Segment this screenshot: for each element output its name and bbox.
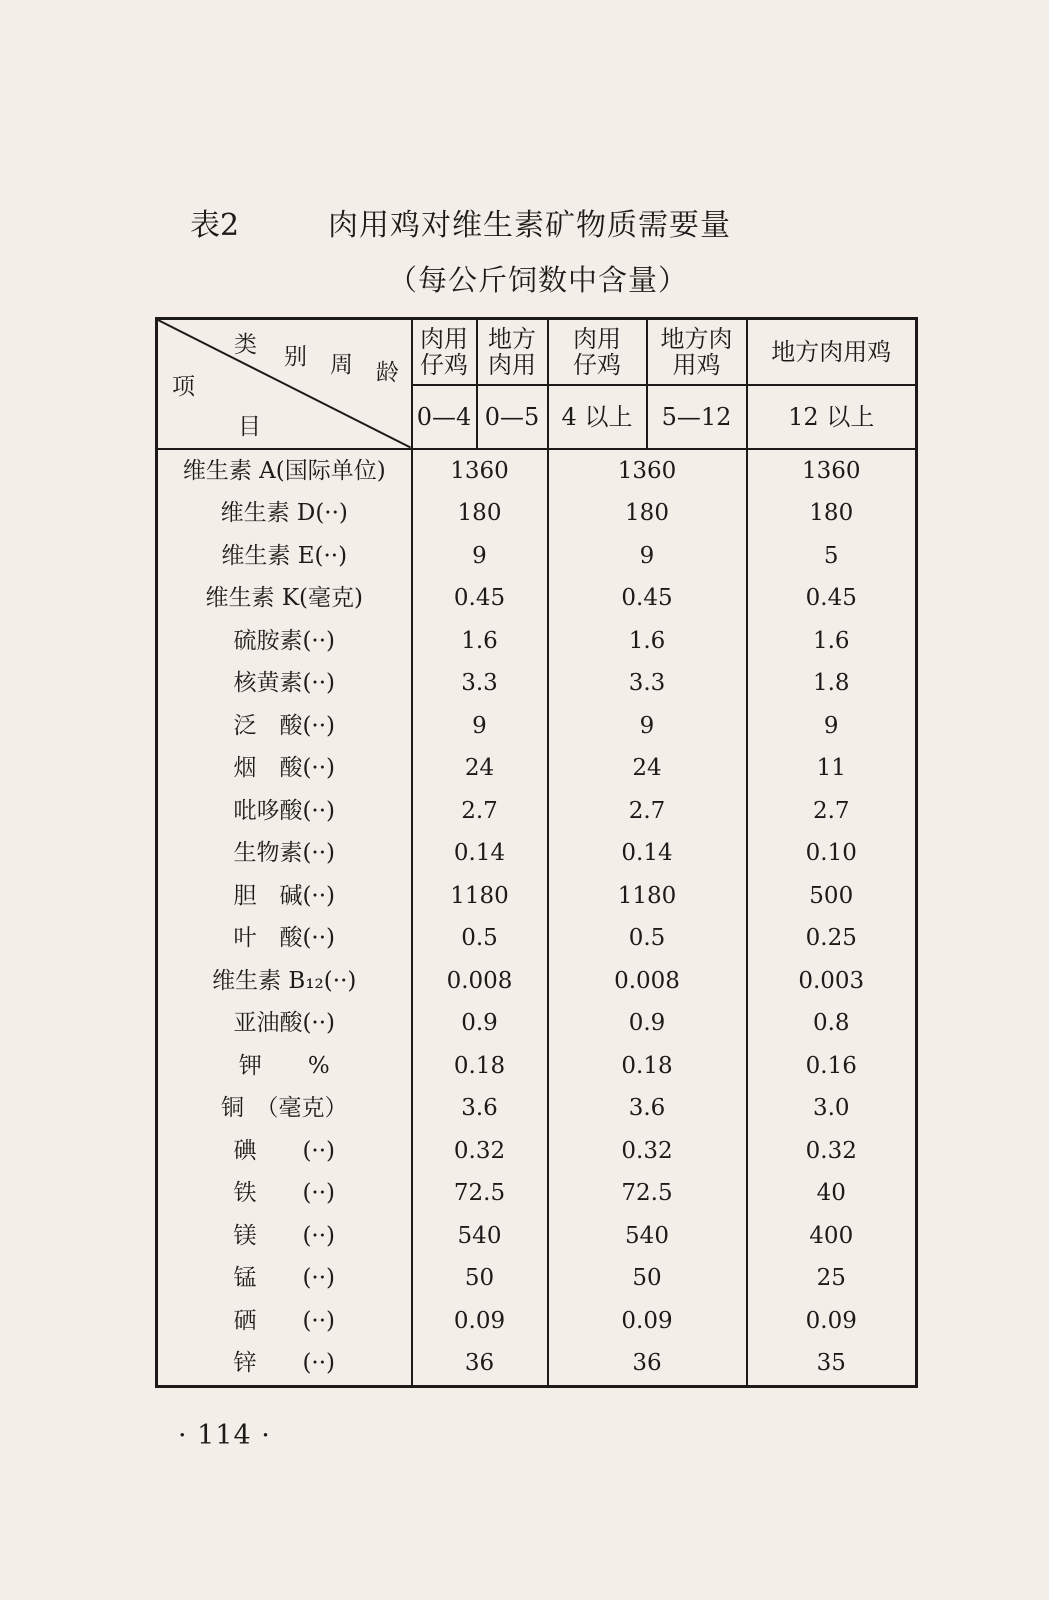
row-item-label: 硫胺素(··)	[157, 620, 412, 663]
row-value-broiler-chick: 0.14	[412, 832, 548, 875]
row-value-broiler-chick: 24	[412, 747, 548, 790]
row-value-broiler-older: 3.6	[548, 1087, 747, 1130]
row-item-label: 锌 (··)	[157, 1342, 412, 1386]
table-label: 表2	[190, 208, 240, 243]
row-value-broiler-chick: 0.32	[412, 1130, 548, 1173]
col-age-4: 5—12	[647, 385, 747, 449]
table-row	[157, 620, 917, 663]
corner-item-char-1: 项	[172, 374, 195, 400]
table-row	[157, 1172, 917, 1215]
table-row	[157, 535, 917, 578]
row-value-local-broiler: 9	[747, 705, 917, 748]
table-row	[157, 960, 917, 1003]
row-value-broiler-older: 1180	[548, 875, 747, 918]
row-item-label: 铜 （毫克）	[157, 1087, 412, 1130]
row-value-broiler-chick: 0.9	[412, 1002, 548, 1045]
row-item-label: 锰 (··)	[157, 1257, 412, 1300]
table-row	[157, 1342, 917, 1386]
row-item-label: 吡哆酸(··)	[157, 790, 412, 833]
table-row	[157, 747, 917, 790]
row-value-local-broiler: 0.8	[747, 1002, 917, 1045]
row-value-broiler-chick: 1.6	[412, 620, 548, 663]
row-value-local-broiler: 35	[747, 1342, 917, 1386]
row-item-label: 亚油酸(··)	[157, 1002, 412, 1045]
row-value-broiler-older: 540	[548, 1215, 747, 1258]
row-value-broiler-chick: 0.5	[412, 917, 548, 960]
col-group-1: 肉用仔鸡	[412, 319, 477, 385]
corner-diagonal-line	[158, 320, 411, 448]
row-item-label: 烟 酸(··)	[157, 747, 412, 790]
table-row	[157, 1087, 917, 1130]
row-value-broiler-older: 180	[548, 492, 747, 535]
table-title: 肉用鸡对维生素矿物质需要量	[328, 208, 731, 243]
table-row	[157, 917, 917, 960]
row-value-broiler-chick: 0.09	[412, 1300, 548, 1343]
table-row	[157, 1215, 917, 1258]
corner-item-char-2: 目	[238, 414, 261, 440]
row-value-broiler-older: 0.18	[548, 1045, 747, 1088]
row-value-local-broiler: 5	[747, 535, 917, 578]
row-value-broiler-older: 0.45	[548, 577, 747, 620]
table-row	[157, 1045, 917, 1088]
row-value-broiler-older: 2.7	[548, 790, 747, 833]
row-item-label: 碘 (··)	[157, 1130, 412, 1173]
row-value-broiler-older: 0.14	[548, 832, 747, 875]
row-value-broiler-older: 36	[548, 1342, 747, 1386]
table-row	[157, 832, 917, 875]
page-number: · 114 ·	[178, 1420, 271, 1451]
row-item-label: 钾 %	[157, 1045, 412, 1088]
row-item-label: 维生素 D(··)	[157, 492, 412, 535]
table-row	[157, 577, 917, 620]
row-item-label: 叶 酸(··)	[157, 917, 412, 960]
table-row	[157, 1002, 917, 1045]
row-value-local-broiler: 0.09	[747, 1300, 917, 1343]
table-row	[157, 875, 917, 918]
requirements-table-wrapper	[155, 317, 915, 1379]
table-body	[157, 449, 917, 1387]
row-value-broiler-older: 9	[548, 705, 747, 748]
table-row	[157, 705, 917, 748]
row-value-broiler-chick: 9	[412, 705, 548, 748]
col-group-5: 地方肉用鸡	[747, 319, 917, 385]
row-value-broiler-chick: 2.7	[412, 790, 548, 833]
row-value-local-broiler: 0.16	[747, 1045, 917, 1088]
table-row	[157, 790, 917, 833]
header-corner-cell	[157, 319, 412, 449]
corner-category-char-2: 别	[284, 344, 307, 370]
corner-category-char-1: 类	[234, 332, 257, 358]
row-item-label: 泛 酸(··)	[157, 705, 412, 748]
table-row	[157, 449, 917, 493]
row-value-broiler-chick: 50	[412, 1257, 548, 1300]
row-value-broiler-chick: 0.008	[412, 960, 548, 1003]
row-value-local-broiler: 400	[747, 1215, 917, 1258]
table-row	[157, 662, 917, 705]
row-value-broiler-older: 0.5	[548, 917, 747, 960]
row-value-local-broiler: 40	[747, 1172, 917, 1215]
row-item-label: 维生素 K(毫克)	[157, 577, 412, 620]
row-value-local-broiler: 0.10	[747, 832, 917, 875]
row-value-local-broiler: 3.0	[747, 1087, 917, 1130]
row-value-local-broiler: 500	[747, 875, 917, 918]
table-heading	[190, 200, 750, 246]
row-value-broiler-older: 0.9	[548, 1002, 747, 1045]
row-value-broiler-chick: 36	[412, 1342, 548, 1386]
col-group-4: 地方肉用鸡	[647, 319, 747, 385]
row-value-broiler-older: 72.5	[548, 1172, 747, 1215]
row-value-broiler-older: 24	[548, 747, 747, 790]
row-value-broiler-older: 9	[548, 535, 747, 578]
col-age-1: 0—4	[412, 385, 477, 449]
row-item-label: 镁 (··)	[157, 1215, 412, 1258]
row-value-local-broiler: 0.32	[747, 1130, 917, 1173]
row-value-broiler-chick: 0.45	[412, 577, 548, 620]
corner-week-char-2: 龄	[376, 360, 399, 386]
row-value-broiler-chick: 72.5	[412, 1172, 548, 1215]
row-value-local-broiler: 1360	[747, 449, 917, 493]
row-value-broiler-older: 0.09	[548, 1300, 747, 1343]
row-item-label: 胆 碱(··)	[157, 875, 412, 918]
corner-week-char-1: 周	[330, 352, 353, 378]
requirements-table	[155, 317, 918, 1388]
row-item-label: 硒 (··)	[157, 1300, 412, 1343]
row-value-local-broiler: 2.7	[747, 790, 917, 833]
row-value-local-broiler: 0.003	[747, 960, 917, 1003]
row-item-label: 生物素(··)	[157, 832, 412, 875]
row-value-broiler-chick: 3.6	[412, 1087, 548, 1130]
col-group-3: 肉用仔鸡	[548, 319, 647, 385]
col-age-5: 12 以上	[747, 385, 917, 449]
col-age-3: 4 以上	[548, 385, 647, 449]
row-value-broiler-chick: 540	[412, 1215, 548, 1258]
table-row	[157, 1130, 917, 1173]
row-value-broiler-chick: 3.3	[412, 662, 548, 705]
table-row	[157, 492, 917, 535]
col-age-2: 0—5	[477, 385, 548, 449]
row-value-local-broiler: 25	[747, 1257, 917, 1300]
row-value-broiler-older: 0.32	[548, 1130, 747, 1173]
row-item-label: 维生素 B₁₂(··)	[157, 960, 412, 1003]
table-row	[157, 1300, 917, 1343]
row-item-label: 核黄素(··)	[157, 662, 412, 705]
row-value-local-broiler: 1.8	[747, 662, 917, 705]
row-value-broiler-chick: 180	[412, 492, 548, 535]
row-value-broiler-older: 50	[548, 1257, 747, 1300]
row-value-local-broiler: 1.6	[747, 620, 917, 663]
row-value-broiler-chick: 9	[412, 535, 548, 578]
row-value-local-broiler: 0.25	[747, 917, 917, 960]
row-value-broiler-chick: 1180	[412, 875, 548, 918]
table-subtitle: （每公斤饲数中含量）	[388, 263, 689, 297]
row-value-local-broiler: 11	[747, 747, 917, 790]
row-item-label: 铁 (··)	[157, 1172, 412, 1215]
row-item-label: 维生素 A(国际单位)	[157, 449, 412, 493]
row-value-broiler-older: 0.008	[548, 960, 747, 1003]
table-row	[157, 1257, 917, 1300]
row-value-broiler-older: 3.3	[548, 662, 747, 705]
row-value-broiler-older: 1.6	[548, 620, 747, 663]
row-value-broiler-chick: 0.18	[412, 1045, 548, 1088]
row-value-local-broiler: 180	[747, 492, 917, 535]
row-value-broiler-older: 1360	[548, 449, 747, 493]
col-group-2: 地方肉用	[477, 319, 548, 385]
row-value-broiler-chick: 1360	[412, 449, 548, 493]
row-value-local-broiler: 0.45	[747, 577, 917, 620]
row-item-label: 维生素 E(··)	[157, 535, 412, 578]
